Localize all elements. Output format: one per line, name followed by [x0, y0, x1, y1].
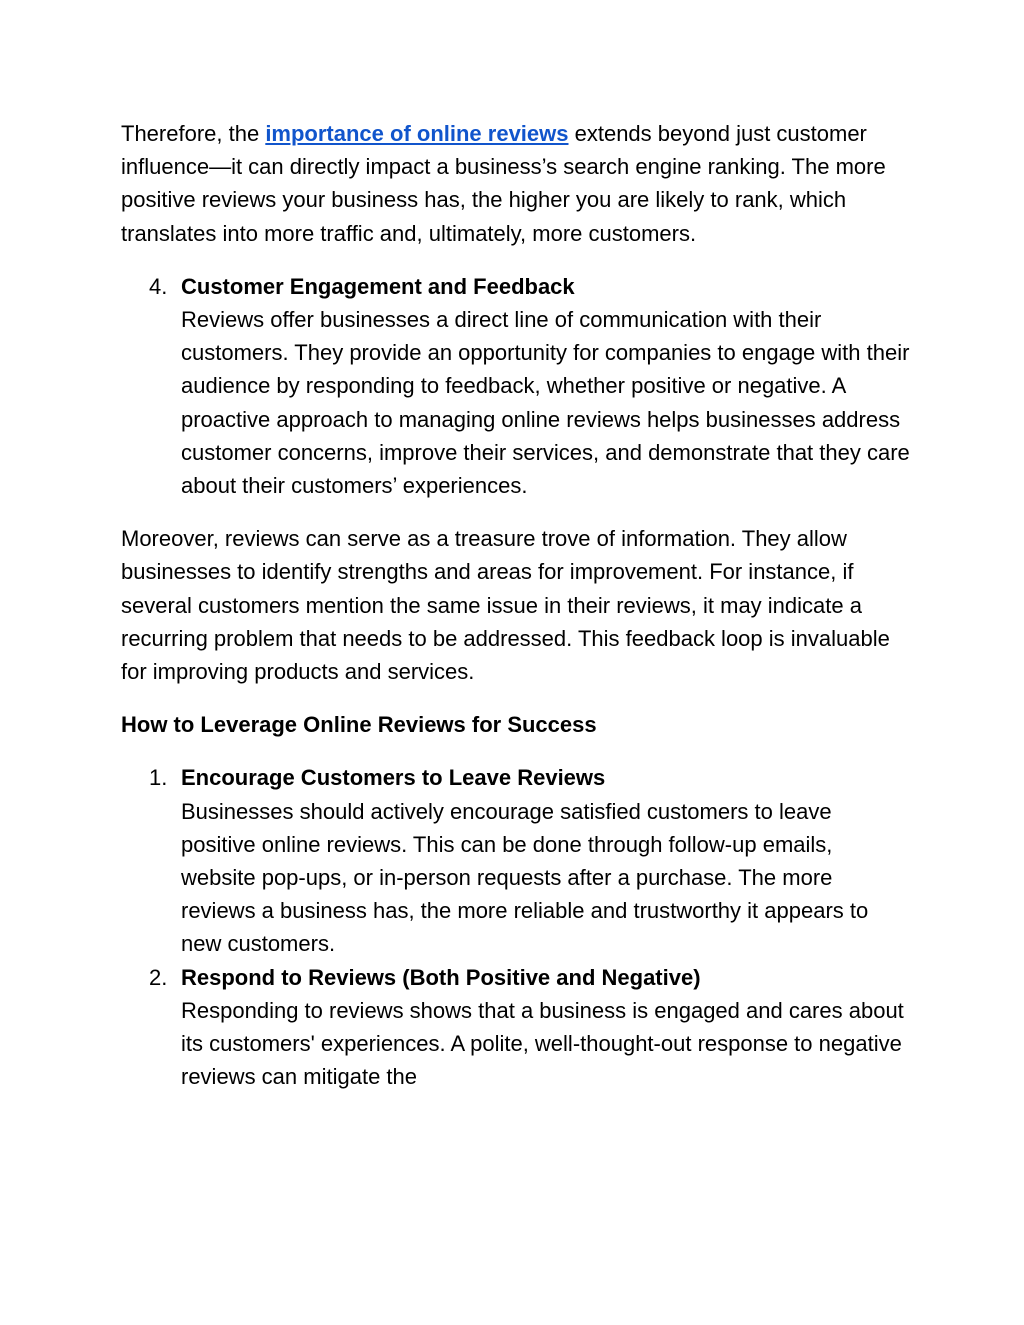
importance-of-online-reviews-link[interactable]: importance of online reviews	[265, 121, 569, 146]
list-item-body: Reviews offer businesses a direct line of communication with their customers. They provide an opportunity for companies to engage with their audience by responding to feedback, whether positive or negative. A proactive approach to managing online reviews helps businesses address customer concerns, improve their services, and demonstrate that they care about their customers’ experiences.	[181, 307, 910, 499]
intro-suffix: extends beyond just customer influence—it can directly impact a business’s search engine ranking. The more positive reviews your business has, the higher you are likely to rank, which translates into more traffic and, ultimately, more customers.	[121, 121, 886, 246]
list-item-title: Customer Engagement and Feedback	[181, 273, 575, 299]
list-item	[121, 761, 911, 960]
list-item-body: Responding to reviews shows that a business is engaged and cares about its customers' experiences. A polite, well-thought-out response to negative reviews can mitigate the	[181, 997, 904, 1090]
list-item-number: 1.	[149, 765, 168, 791]
list-item	[121, 270, 911, 502]
list-item-body: Businesses should actively encourage satisfied customers to leave positive online reviews. This can be done through follow-up emails, website pop-ups, or in-person requests after a purchase. The more reviews a business has, the more reliable and trustworthy it appears to new customers.	[181, 798, 869, 957]
section-heading: How to Leverage Online Reviews for Success	[121, 712, 597, 738]
list-leverage	[121, 761, 911, 1093]
list-engagement	[121, 270, 911, 502]
list-item-title: Respond to Reviews (Both Positive and Negative)	[181, 964, 701, 990]
list-item-title: Encourage Customers to Leave Reviews	[181, 765, 606, 791]
intro-paragraph	[121, 117, 911, 250]
moreover-paragraph: Moreover, reviews can serve as a treasure trove of information. They allow businesses to identify strengths and areas for improvement. For instance, if several customers mention the same issue in their reviews, it may indicate a recurring problem that needs to be addressed. This feedback loop is invaluable for improving products and services.	[121, 526, 890, 685]
list-item-number: 4.	[149, 273, 168, 299]
document-page	[121, 117, 911, 1093]
list-item	[121, 961, 911, 1094]
list-item-number: 2.	[149, 964, 168, 990]
intro-prefix: Therefore, the	[121, 121, 266, 146]
